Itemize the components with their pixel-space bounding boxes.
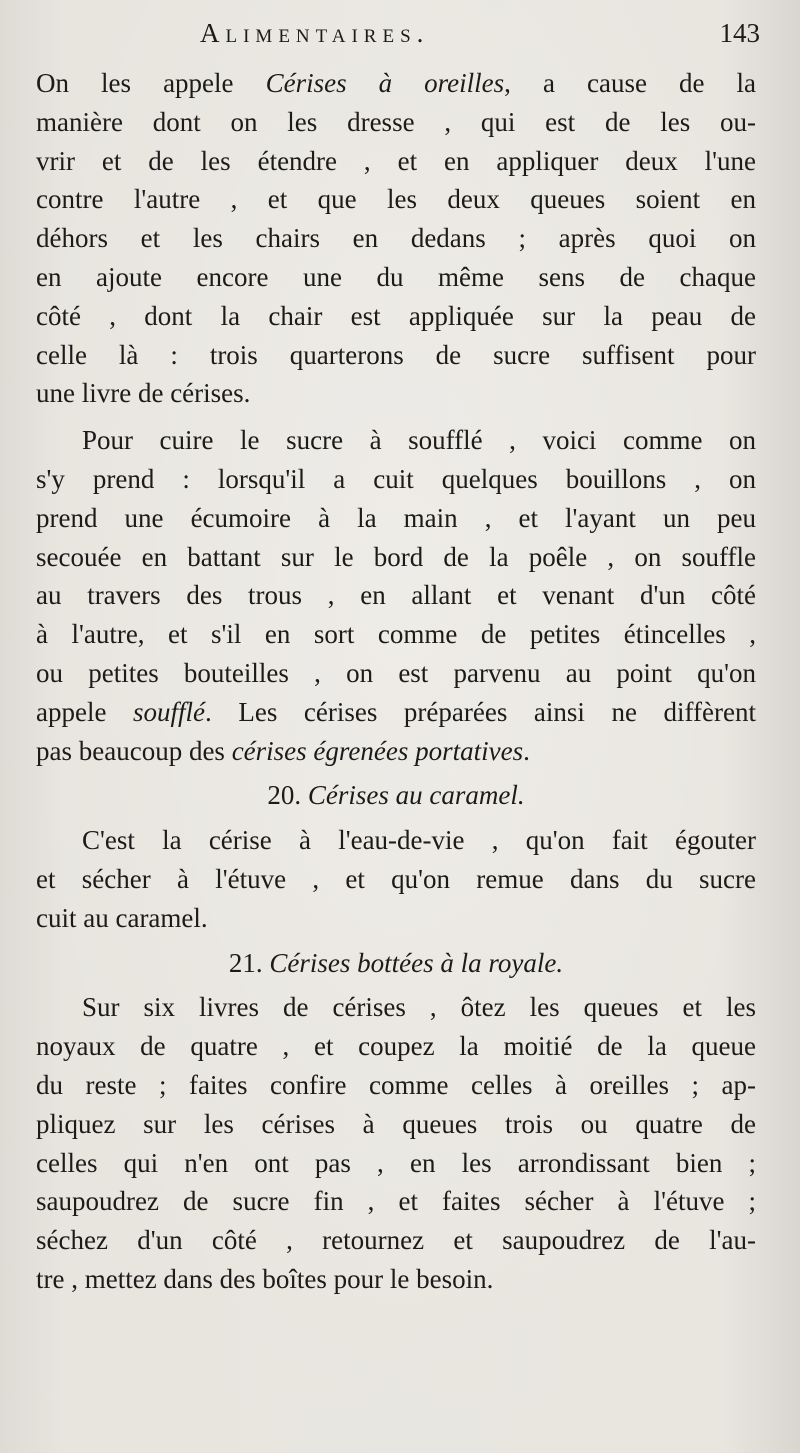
text-line [36,732,756,771]
text-line: ou petites bouteilles , on est parvenu au point qu'on [36,657,756,688]
text-line: saupoudrez de sucre fin , et faites sécher à l'étuve ; [36,1186,756,1217]
text-line: contre l'autre , et que les deux queues soient en [36,184,756,215]
section-heading-21 [36,944,756,983]
page-number: 143 [719,18,760,48]
text-line: noyaux de quatre , et coupez la moitié de la queue [36,1031,756,1062]
text-line: prend une écumoire à la main , et l'ayant un peu [36,502,756,533]
running-title: Alimentaires. [200,18,430,48]
text-line: déhors et les chairs en dedans ; après quoi on [36,223,756,254]
text-line: une livre de cérises. [36,378,251,409]
text-line: à l'autre, et s'il en sort comme de petites étincelles , [36,619,756,650]
paragraph-gap [36,413,756,421]
italic-term: cérises égrenées portatives [231,735,524,766]
text-line: côté , dont la chair est appliquée sur la peau de [36,300,756,331]
text-run: . [523,735,530,766]
section-number: 21. [228,947,263,978]
text-line: Pour cuire le sucre à soufflé , voici comme on [82,425,756,456]
italic-term: Cérises à oreilles [265,68,505,98]
text-line: Sur six livres de cérises , ôtez les queues et les [82,992,756,1023]
text-line: tre , mettez dans des boîtes pour le besoin. [36,1263,494,1294]
text-run: On les appele [36,68,266,98]
section-number: 20. [267,780,302,811]
text-line: celle là : trois quarterons de sucre suffisent pour [36,339,756,370]
section-title: Cérises bottées à la royale. [269,947,564,978]
text-line [36,693,756,732]
text-line: manière dont on les dresse , qui est de les ou- [36,106,756,137]
text-line: cuit au caramel. [36,902,208,933]
text-line: au travers des trous , en allant et venant d'un côté [36,580,756,611]
text-line: secouée en battant sur le bord de la poêle , on souffle [36,541,756,572]
paragraph-cerises-a-oreilles [36,64,756,413]
text-line: en ajoute encore une du même sens de chaque [36,261,756,292]
text-line: C'est la cérise à l'eau-de-vie , qu'on fait égouter [82,825,756,856]
text-run: , a cause de la [504,68,756,98]
paragraph-cerises-bottees [36,988,756,1298]
text-line: s'y prend : lorsqu'il a cuit quelques bouillons , on [36,463,756,494]
body-text [36,64,756,1299]
running-head [0,18,800,58]
text-line: celles qui n'en ont pas , en les arrondissant bien ; [36,1147,756,1178]
text-run: pas beaucoup des [36,735,232,766]
italic-term: soufflé [133,696,206,727]
text-line: du reste ; faites confire comme celles à oreilles ; ap- [36,1069,756,1100]
text-line [36,64,756,103]
text-run: . Les cérises préparées ainsi ne diffèrent [205,696,756,727]
text-line: vrir et de les étendre , et en appliquer deux l'une [36,145,756,176]
text-line: pliquez sur les cérises à queues trois ou quatre de [36,1108,756,1139]
paragraph-cerises-au-caramel [36,821,756,937]
text-line: et sécher à l'étuve , et qu'on remue dans du sucre [36,863,756,894]
paragraph-sucre-souffle [36,421,756,770]
text-line: séchez d'un côté , retournez et saupoudrez de l'au- [36,1225,756,1256]
section-heading-20 [36,776,756,815]
section-title: Cérises au caramel. [307,780,525,811]
text-run: appele [36,696,134,727]
